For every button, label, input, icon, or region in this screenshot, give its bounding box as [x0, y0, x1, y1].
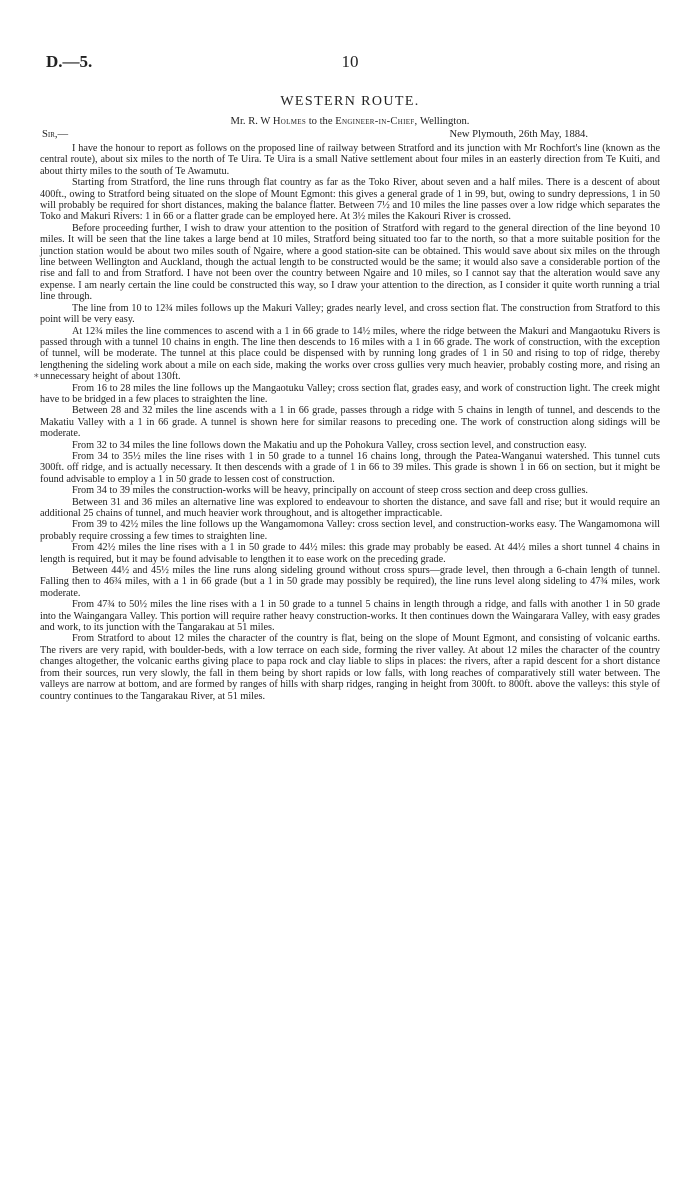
body-paragraph: From 39 to 42½ miles the line follows up the Wangamomona Valley: cross section level, and construction-works easy. The Wangamomona will probably require crossing a few times to straighten line. — [40, 519, 660, 542]
section-heading: WESTERN ROUTE. — [280, 94, 420, 109]
body-paragraph: From 47¾ to 50½ miles the line rises with a 1 in 50 grade to a tunnel 5 chains in length through a ridge, and falls with another 1 in 50 grade into the Waingangara Valley. This portion will require rather heavy construction-works. It then continues down the Waingarara Valley, with easy grades and work, to its junction with the Tangarakau at 51 miles. — [40, 599, 660, 634]
body-paragraph: Starting from Stratford, the line runs through flat country as far as the Toko River, about seven and a half miles. There is a descent of about 400ft., owing to Stratford being situated on the slope of Mount Egmont: this gives a general grade of 1 in 99, but, owing to sundry depressions, 1 in 50 will probably be required for short distances, making the balance flatter. Between 7½ and 10 miles the line passes over a low ridge which separates the Toko and Makuri Rivers: 1 in 66 or a flatter grade can be employed here. At 3½ miles the Kakouri River is crossed. — [40, 177, 660, 223]
salutation-row — [40, 129, 660, 143]
body-paragraph: Between 28 and 32 miles the line ascends with a 1 in 66 grade, passes through a ridge with 5 chains in length of tunnel, and descends to the Makatiu Valley with a 1 in 66 grade. A tunnel is shown here for similar reasons to preceding one. The work of construction along sidings will be moderate. — [40, 405, 660, 440]
running-head — [40, 52, 660, 76]
address-line — [40, 116, 660, 127]
address-to-word: to the — [308, 116, 333, 127]
body-paragraph: From Stratford to about 12 miles the character of the country is flat, being on the slope of Mount Egmont, and consisting of volcanic earths. The rivers are very rapid, with boulder-beds, with a low terrace on each side, forming the river valley. At about 12 miles the character of the country changes altogether, the volcanic earths giving place to papa rock and clay liable to slips in places: the rivers, after a rapid descent for a short distance from their sources, run very slowly, the fall in them being by short rapids or low falls, with long reaches of comparatively still water between. The valleys are narrow at bottom, and are formed by ranges of hills with sharp ridges, ranging in height from 300ft. to 800ft. above the valleys: this style of country continues to the Tangarakau River, at 51 miles. — [40, 633, 660, 702]
body-paragraph: The line from 10 to 12¾ miles follows up the Makuri Valley; grades nearly level, and cross section flat. The construction from Stratford to this point will be very easy. — [40, 302, 660, 326]
body-paragraph: From 34 to 39 miles the construction-works will be heavy, principally on account of steep cross section and deep cross gullies. — [72, 485, 588, 497]
margin-mark: ⁎ — [34, 369, 39, 379]
body-paragraph: At 12¾ miles the line commences to ascend with a 1 in 66 grade to 14½ miles, where the ridge between the Makuri and Mangaotuku Rivers is passed through with a tunnel 10 chains in ength. The line then descends to 16 miles with a 1 in 66 grade. The work of construction, with the exception of tunnel, will be moderate. The tunnel at this place could be dispensed with by running long grades of 1 in 50 and rising to top of ridge, thereby lengthening the sideling work about a mile on each side, making the works over cross gullies very much heavier, probably costing more, and rising an unnecessary height of about 130ft. — [40, 325, 660, 383]
body-paragraph: Before proceeding further, I wish to draw your attention to the position of Stratford with regard to the general direction of the line beyond 10 miles. It will be seen that the line takes a large bend at 10 miles, Stratford being situated too far to the north, so that a more suitable position for the junction station would be about two miles south of Ngaire, where a good station-site can be obtained. This would save about six miles on the through line between Wellington and Auckland, though the actual length to be constructed would be the same; it would also save a considerable portion of the rise and fall to and from Stratford. I have not been over the country between Ngaire and 10 miles, so I cannot say that the alteration would save any expense. I am nearly certain the line could be constructed this way, so I draw your attention to the direction, as I consider it quite worth running a trial line through. — [40, 222, 660, 303]
body-paragraph: From 42½ miles the line rises with a 1 in 50 grade to 44½ miles: this grade may probably be eased. At 44½ miles a short tunnel 4 chains in length is required, but it may be found advisable to lengthen it to ease work on the preceding grade. — [40, 542, 660, 565]
address-from-prefix: Mr. R. W — [230, 116, 271, 127]
body-paragraph: From 16 to 28 miles the line follows up the Mangaotuku Valley; cross section flat, grades easy, and work of construction light. The creek might have to be bridged in a few places to straighten the line. — [40, 382, 660, 405]
dateline: New Plymouth, 26th May, 1884. — [449, 129, 588, 140]
address-to-title: Engineer-in-Chief, — [335, 116, 418, 127]
body-paragraph: I have the honour to report as follows on the proposed line of railway between Stratford and its junction with Mr Rochfort's line (known as the central route), about six miles to the north of Te Uira. Te Uira is a small Native settlement about four miles in an easterly direction from Te Kuiti, and about thirty miles to the south of Te Awamutu. — [40, 143, 660, 177]
document-reference: D.—5. — [46, 52, 93, 71]
body-paragraph: From 34 to 35½ miles the line rises with 1 in 50 grade to a tunnel 16 chains long, through the Patea-Wanganui watershed. This tunnel cuts 300ft. off ridge, and is actually necessary. It then descends with a grade of 1 in 66 to 39 miles. This grade is shown 1 in 66 on section, but it might be found advisable to employ a 1 in 50 grade to lessen cost of construction. — [40, 450, 660, 485]
address-from-name: Holmes — [272, 116, 307, 127]
salutation: Sir,— — [42, 129, 69, 140]
body-paragraph: From 32 to 34 miles the line follows down the Makatiu and up the Pohokura Valley, cross section level, and construction easy. — [72, 439, 587, 451]
body-paragraph: Between 31 and 36 miles an alternative line was explored to endeavour to shorten the distance, and save fall and rise; but it would require an additional 25 chains of tunnel, and much heavier work throughout, and is altogether impracticable. — [40, 496, 660, 519]
page-number: 10 — [341, 52, 359, 71]
body-paragraph: Between 44½ and 45½ miles the line runs along sideling ground without cross spurs—grade level, then through a 6-chain length of tunnel. Falling then to 46¾ miles, with a 1 in 66 grade (but a 1 in 50 grade may possibly be required), the line runs level along sideling to 47¾ miles, work moderate. — [40, 565, 660, 599]
address-to-place: Wellington. — [419, 116, 470, 127]
letter-body — [40, 143, 660, 702]
